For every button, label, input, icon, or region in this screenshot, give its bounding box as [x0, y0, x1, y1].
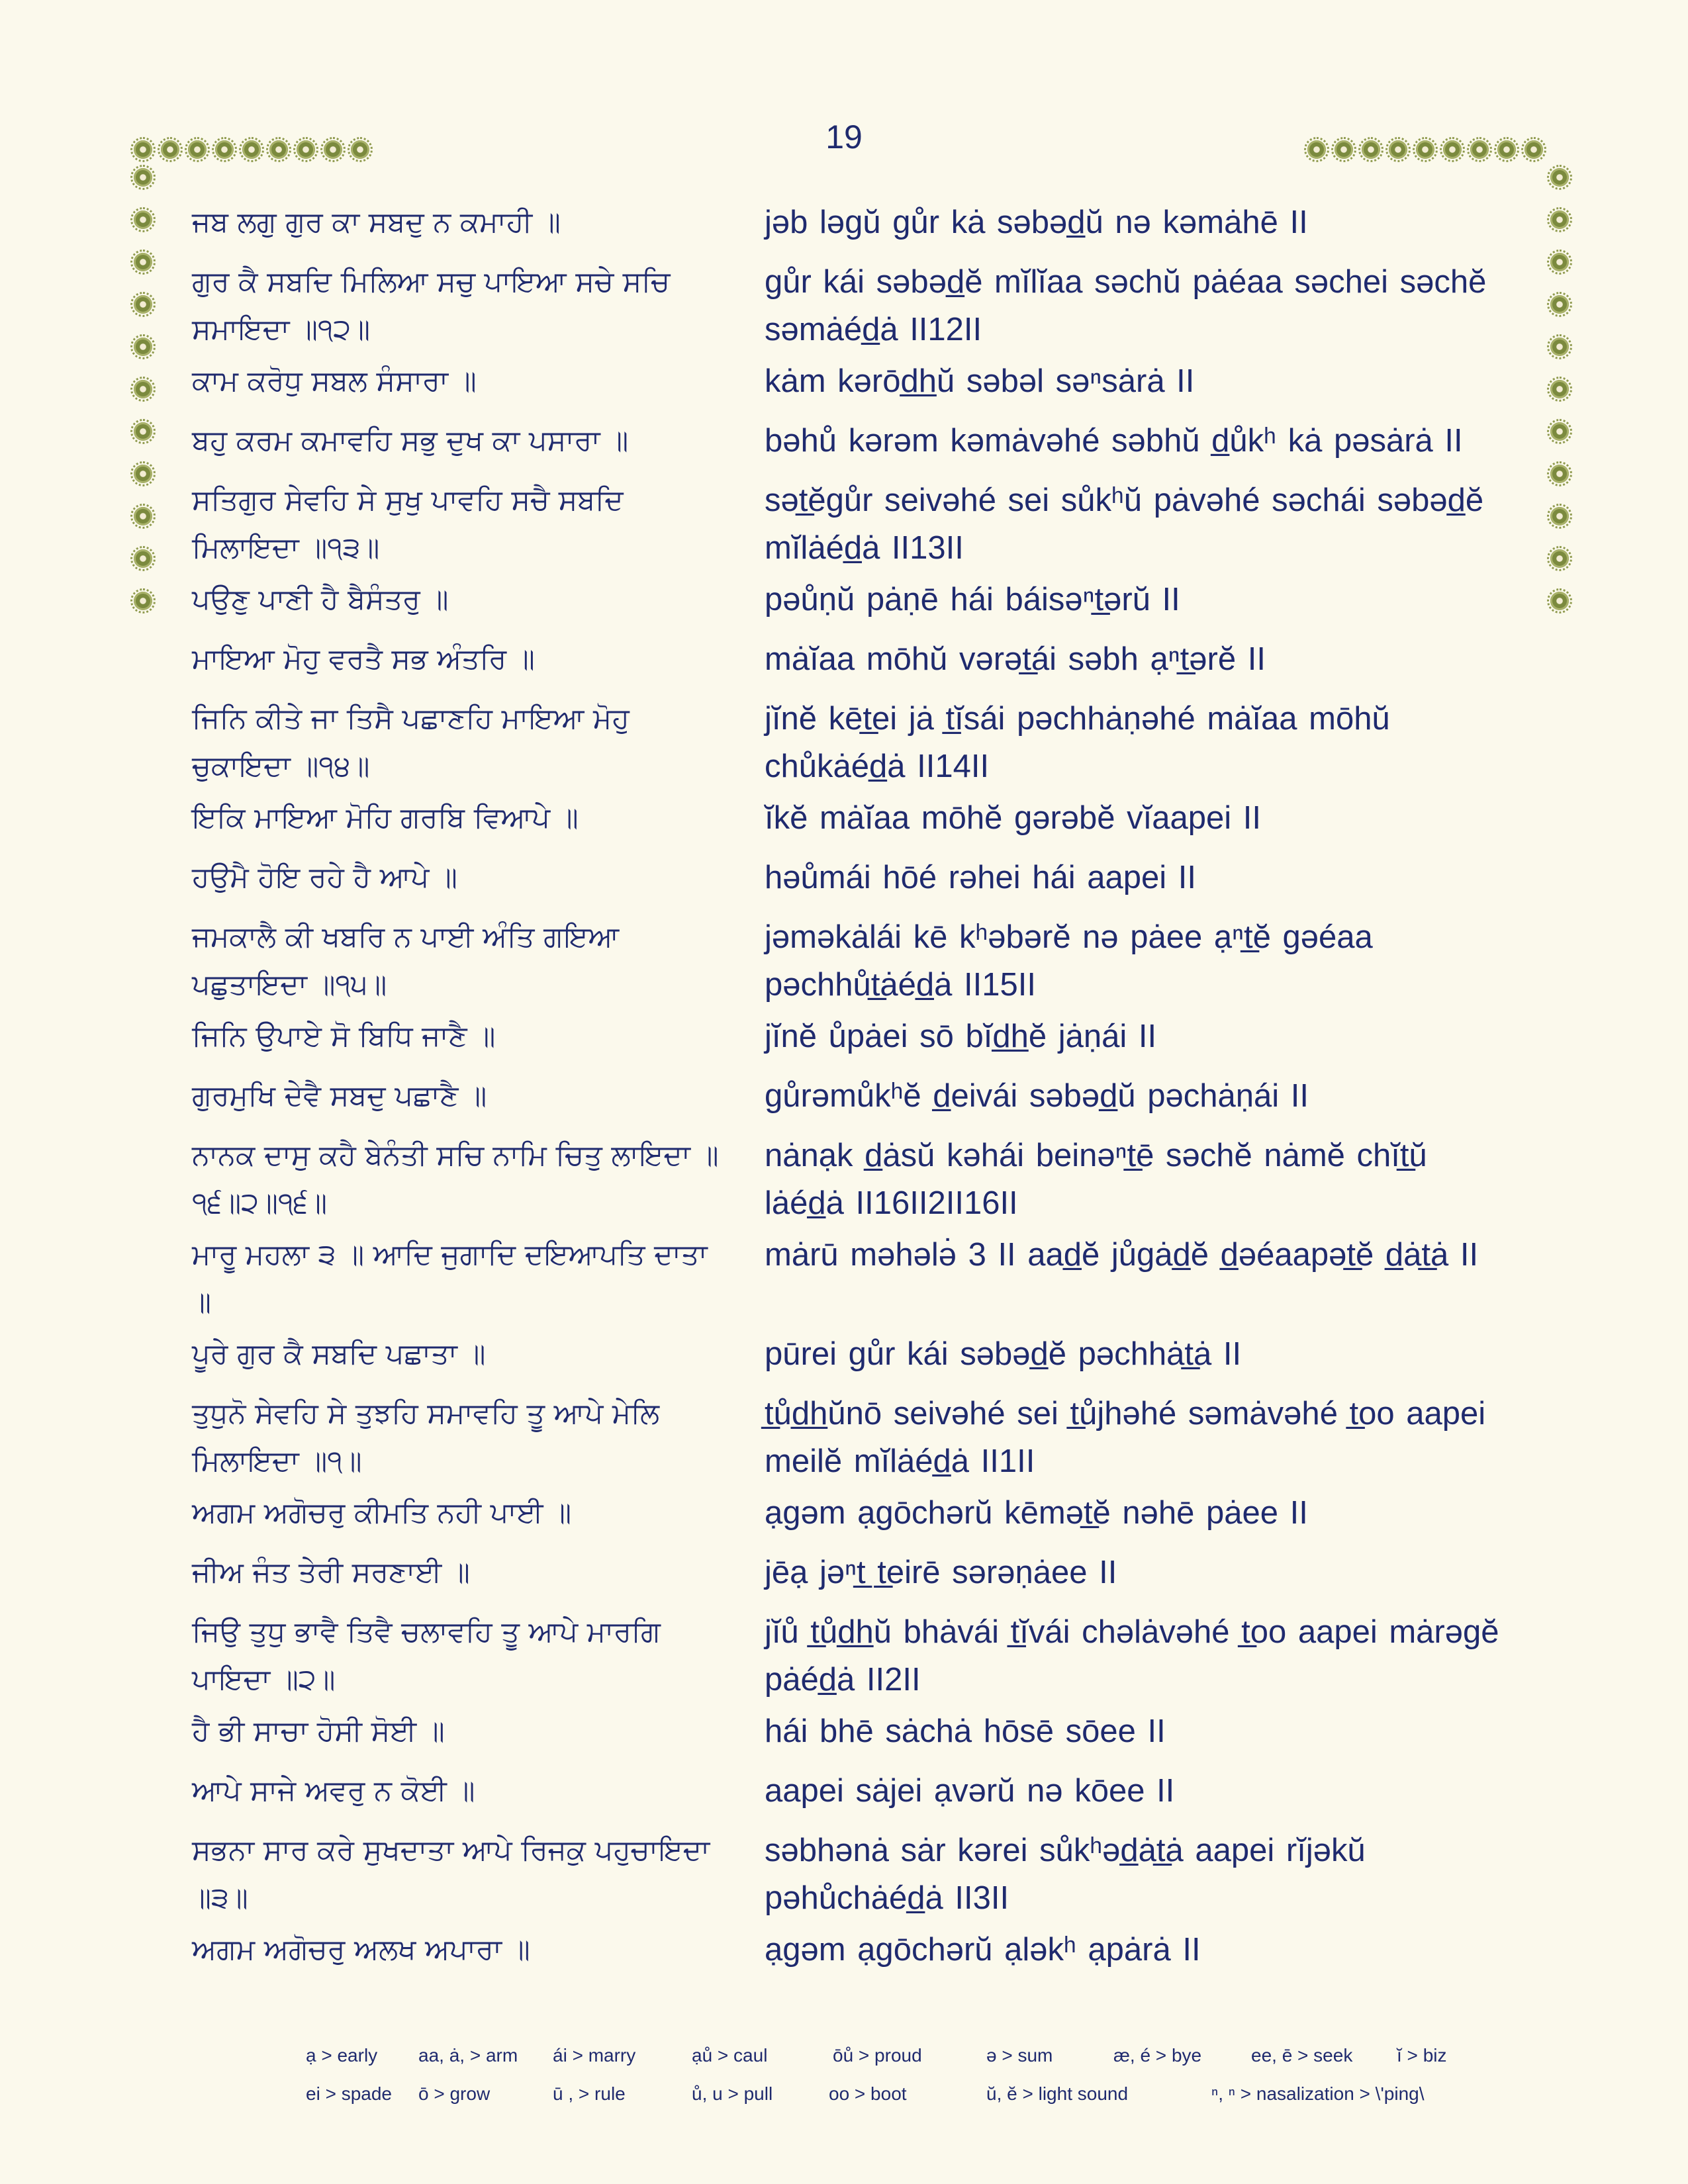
flower-ornament-icon	[297, 140, 315, 159]
gurmukhi-line: ਹਉਮੈ ਹੋਇ ਰਹੇ ਹੈ ਆਪੇ ॥	[192, 861, 457, 894]
flower-ornament-icon	[1550, 549, 1569, 568]
legend-entry: ōů > proud	[833, 2045, 922, 2066]
gurmukhi-line: ਗੁਰਮੁਖਿ ਦੇਵੈ ਸਬਦੁ ਪਛਾਣੈ ॥	[192, 1079, 487, 1113]
flower-ornament-icon	[1550, 380, 1569, 398]
flower-ornament-icon	[1416, 140, 1434, 159]
legend-entry: aa, ȧ, > arm	[418, 2045, 518, 2066]
transliteration-line: hái bhē sȧchȧ hōsē sōee II	[765, 1713, 1166, 1749]
gurmukhi-line: ਪੂਰੇ ਗੁਰ ਕੈ ਸਬਦਿ ਪਛਾਤਾ ॥	[192, 1338, 486, 1371]
flower-ornament-icon	[1550, 295, 1569, 314]
gurmukhi-line: ਜਿਉ ਤੁਧੁ ਭਾਵੈ ਤਿਵੈ ਚਲਾਵਹਿ ਤੂ ਆਪੇ ਮਾਰਗਿ ਪਾਇਦਾ ॥੨॥	[192, 1615, 661, 1696]
legend-entry: ạů > caul	[692, 2045, 768, 2066]
transliteration-line: jĭnĕ ůpȧei sō bĭd̲h̲ĕ jȧṇái II	[765, 1019, 1157, 1054]
gurmukhi-line: ਅਗਮ ਅਗੋਚਰੁ ਕੀਮਤਿ ਨਹੀ ਪਾਈ ॥	[192, 1496, 572, 1529]
gurmukhi-line: ਜਬ ਲਗੁ ਗੁਰ ਕਾ ਸਬਦੁ ਨ ਕਮਾਹੀ ॥	[192, 206, 561, 239]
gurmukhi-line: ਨਾਨਕ ਦਾਸੁ ਕਹੈ ਬੇਨੰਤੀ ਸਚਿ ਨਾਮਿ ਚਿਤੁ ਲਾਇਦਾ ॥੧੬॥੨॥੧੬॥	[192, 1139, 719, 1220]
legend-entry: ū , > rule	[553, 2083, 626, 2104]
gurmukhi-line: ਬਹੁ ਕਰਮ ਕਮਾਵਹਿ ਸਭੁ ਦੁਖ ਕਾ ਪਸਾਰਾ ॥	[192, 424, 629, 457]
flower-ornament-icon	[269, 140, 288, 159]
flower-ornament-icon	[134, 295, 152, 314]
legend-entry: æ, é > bye	[1113, 2045, 1202, 2066]
legend-entry: ů, u > pull	[692, 2083, 773, 2104]
flower-ornament-icon	[134, 549, 152, 568]
flower-ornament-icon	[134, 140, 152, 159]
gurmukhi-line: ਗੁਰ ਕੈ ਸਬਦਿ ਮਿਲਿਆ ਸਚੁ ਪਾਇਆ ਸਚੇ ਸਚਿ ਸਮਾਇਦਾ ॥੧੨॥	[192, 265, 671, 346]
flower-ornament-icon	[1335, 140, 1353, 159]
flower-ornament-icon	[134, 338, 152, 356]
transliteration-line: həůmái hōé rəhei hái aapei II	[765, 860, 1196, 895]
transliteration-line: t̲ůd̲h̲ŭnō seivəhé sei t̲ůjhəhé səmȧvəhé t̲oo aapei meilĕ mĭlȧéd̲ȧ II1II	[765, 1396, 1486, 1479]
gurmukhi-line: ਅਗਮ ਅਗੋਚਰੁ ਅਲਖ ਅਪਾਰਾ ॥	[192, 1933, 530, 1966]
legend-entry: ə > sum	[986, 2045, 1053, 2066]
transliteration-line: jĭnĕ kēt̲ei jȧ t̲ĭsái pəchhȧṇəhé mȧĭaa mōhŭ chůkȧéd̲ȧ II14II	[765, 701, 1390, 784]
gurmukhi-line: ਸਭਨਾ ਸਾਰ ਕਰੇ ਸੁਖਦਾਤਾ ਆਪੇ ਰਿਜਕੁ ਪਹੁਚਾਇਦਾ ॥੩॥	[192, 1834, 710, 1915]
flower-ornament-icon	[1497, 140, 1516, 159]
transliteration-line: pūrei gůr kái səbəd̲ĕ pəchhȧt̲ȧ II	[765, 1336, 1242, 1372]
transliteration-line: gůrəmůkʰĕ d̲eivái səbəd̲ŭ pəchȧṇái II	[765, 1078, 1309, 1114]
flower-ornament-icon	[134, 380, 152, 398]
transliteration-line: jēạ jəⁿt̲ t̲eirē sərəṇȧee II	[765, 1555, 1117, 1590]
flower-ornament-icon	[1550, 592, 1569, 610]
flower-ornament-icon	[1443, 140, 1462, 159]
flower-ornament-icon	[324, 140, 342, 159]
gurmukhi-line: ਜਮਕਾਲੈ ਕੀ ਖਬਰਿ ਨ ਪਾਈ ਅੰਤਿ ਗਇਆ ਪਛੁਤਾਇਦਾ ॥੧੫॥	[192, 921, 620, 1001]
transliteration-line: mȧrū məhələ̇ 3 II aad̲ĕ jůgȧd̲ĕ d̲əéaapət̲ĕ d̲ȧt̲ȧ II	[765, 1237, 1479, 1273]
flower-ornament-icon	[134, 168, 152, 187]
transliteration-line: kȧm kərōd̲h̲ŭ səbəl səⁿsȧrȧ II	[765, 363, 1195, 399]
gurmukhi-line: ਮਾਇਆ ਮੋਹੁ ਵਰਤੈ ਸਭ ਅੰਤਰਿ ॥	[192, 643, 535, 676]
flower-ornament-icon	[1550, 253, 1569, 271]
transliteration-line: ạgəm ạgōchərŭ ạləkʰ ạpȧrȧ II	[765, 1932, 1201, 1968]
transliteration-line: ĭkĕ mȧĭaa mōhĕ gərəbĕ vĭaapei II	[765, 800, 1261, 836]
transliteration-line: ạgəm ạgōchərŭ kēmət̲ĕ nəhē pȧee II	[765, 1495, 1308, 1531]
flower-ornament-icon	[134, 592, 152, 610]
transliteration-line: jĭů t̲ůd̲h̲ŭ bhȧvái t̲ĭvái chəlȧvəhé t̲oo aapei mȧrəgĕ pȧéd̲ȧ II2II	[765, 1614, 1499, 1698]
flower-ornament-icon	[215, 140, 234, 159]
legend-entry: ŭ, ĕ > light sound	[986, 2083, 1129, 2104]
gurmukhi-line: ਹੈ ਭੀ ਸਾਚਾ ਹੋਸੀ ਸੋਈ ॥	[192, 1715, 445, 1748]
flower-ornament-icon	[1389, 140, 1407, 159]
legend-entry: ⁿ, ⁿ > nasalization > \'ping\	[1211, 2083, 1425, 2104]
flower-ornament-icon	[161, 140, 179, 159]
gurmukhi-line: ਜਿਨਿ ਕੀਤੇ ਜਾ ਤਿਸੈ ਪਛਾਣਹਿ ਮਾਇਆ ਮੋਹੁ ਚੁਕਾਇਦਾ ॥੧੪॥	[192, 702, 630, 783]
flower-ornament-icon	[351, 140, 369, 159]
flower-ornament-icon	[242, 140, 261, 159]
gurmukhi-line: ਸਤਿਗੁਰ ਸੇਵਹਿ ਸੇ ਸੁਖੁ ਪਾਵਹਿ ਸਚੈ ਸਬਦਿ ਮਿਲਾਇਦਾ ॥੧੩॥	[192, 484, 624, 565]
flower-ornament-icon	[134, 507, 152, 525]
flower-ornament-icon	[1524, 140, 1543, 159]
gurmukhi-line: ਇਕਿ ਮਾਇਆ ਮੋਹਿ ਗਰਬਿ ਵਿਆਪੇ ॥	[192, 801, 579, 835]
flower-ornament-icon	[134, 210, 152, 229]
transliteration-line: jəb ləgŭ gůr kȧ səbəd̲ŭ nə kəmȧhē II	[765, 205, 1308, 240]
legend-entry: oo > boot	[829, 2083, 907, 2104]
flower-ornament-icon	[134, 253, 152, 271]
transliteration-line: pəůṇŭ pȧṇē hái báisəⁿt̲ərŭ II	[765, 582, 1180, 617]
legend-entry: ee, ē > seek	[1251, 2045, 1353, 2066]
legend-entry: ĭ > biz	[1397, 2045, 1447, 2066]
transliteration-line: gůr kái səbəd̲ĕ mĭlĭaa səchŭ pȧéaa səchei səchĕ səmȧéd̲ȧ II12II	[765, 264, 1487, 347]
page-number: 19	[825, 118, 863, 156]
transliteration-line: səbhənȧ sȧr kərei sůkʰəd̲ȧt̲ȧ aapei rĭjəkŭ pəhůchȧéd̲ȧ II3II	[765, 1833, 1366, 1916]
gurmukhi-line: ਜੀਅ ਜੰਤ ਤੇਰੀ ਸਰਣਾਈ ॥	[192, 1556, 470, 1589]
transliteration-line: mȧĭaa mōhŭ vərət̲ái səbh ạⁿt̲ərĕ II	[765, 641, 1266, 677]
flower-ornament-icon	[1470, 140, 1489, 159]
legend-entry: ái > marry	[553, 2045, 636, 2066]
flower-ornament-icon	[1550, 168, 1569, 187]
transliteration-line: jəməkȧlái kē kʰəbərĕ nə pȧee ạⁿt̲ĕ gəéaa pəchhůt̲ȧéd̲ȧ II15II	[765, 919, 1373, 1003]
transliteration-line: sət̲ĕgůr seivəhé sei sůkʰŭ pȧvəhé səchái səbəd̲ĕ mĭlȧéd̲ȧ II13II	[765, 482, 1484, 566]
flower-ornament-icon	[1550, 422, 1569, 441]
flower-ornament-icon	[1362, 140, 1380, 159]
legend-entry: ạ > early	[306, 2045, 378, 2066]
flower-ornament-icon	[1550, 210, 1569, 229]
flower-ornament-icon	[188, 140, 207, 159]
gurmukhi-line: ਮਾਰੂ ਮਹਲਾ ੩ ॥ ਆਦਿ ਜੁਗਾਦਿ ਦਇਆਪਤਿ ਦਾਤਾ ॥	[192, 1238, 708, 1319]
flower-ornament-icon	[1307, 140, 1326, 159]
gurmukhi-line: ਪਉਣੁ ਪਾਣੀ ਹੈ ਬੈਸੰਤਰੁ ॥	[192, 583, 449, 616]
gurmukhi-line: ਕਾਮ ਕਰੋਧੁ ਸਬਲ ਸੰਸਾਰਾ ॥	[192, 365, 477, 398]
transliteration-line: aapei sȧjei ạvərŭ nə kōee II	[765, 1773, 1175, 1809]
flower-ornament-icon	[1550, 465, 1569, 483]
gurmukhi-line: ਆਪੇ ਸਾਜੇ ਅਵਰੁ ਨ ਕੋਈ ॥	[192, 1774, 475, 1807]
gurmukhi-line: ਤੁਧੁਨੋ ਸੇਵਹਿ ਸੇ ਤੁਝਹਿ ਸਮਾਵਹਿ ਤੂ ਆਪੇ ਮੇਲਿ ਮਿਲਾਇਦਾ ॥੧॥	[192, 1397, 660, 1478]
legend-entry: ei > spade	[306, 2083, 392, 2104]
flower-ornament-icon	[1550, 507, 1569, 525]
flower-ornament-icon	[134, 465, 152, 483]
flower-ornament-icon	[134, 422, 152, 441]
transliteration-line: nȧnạk d̲ȧsŭ kəhái beinəⁿt̲ē səchĕ nȧmĕ chĭt̲ŭ lȧéd̲ȧ II16II2II16II	[765, 1138, 1427, 1221]
flower-ornament-icon	[1550, 338, 1569, 356]
transliteration-line: bəhů kərəm kəmȧvəhé səbhŭ d̲ůkʰ kȧ pəsȧrȧ II	[765, 423, 1463, 459]
legend-entry: ō > grow	[418, 2083, 491, 2104]
gurmukhi-line: ਜਿਨਿ ਉਪਾਏ ਸੋ ਬਿਧਿ ਜਾਣੈ ॥	[192, 1020, 496, 1053]
